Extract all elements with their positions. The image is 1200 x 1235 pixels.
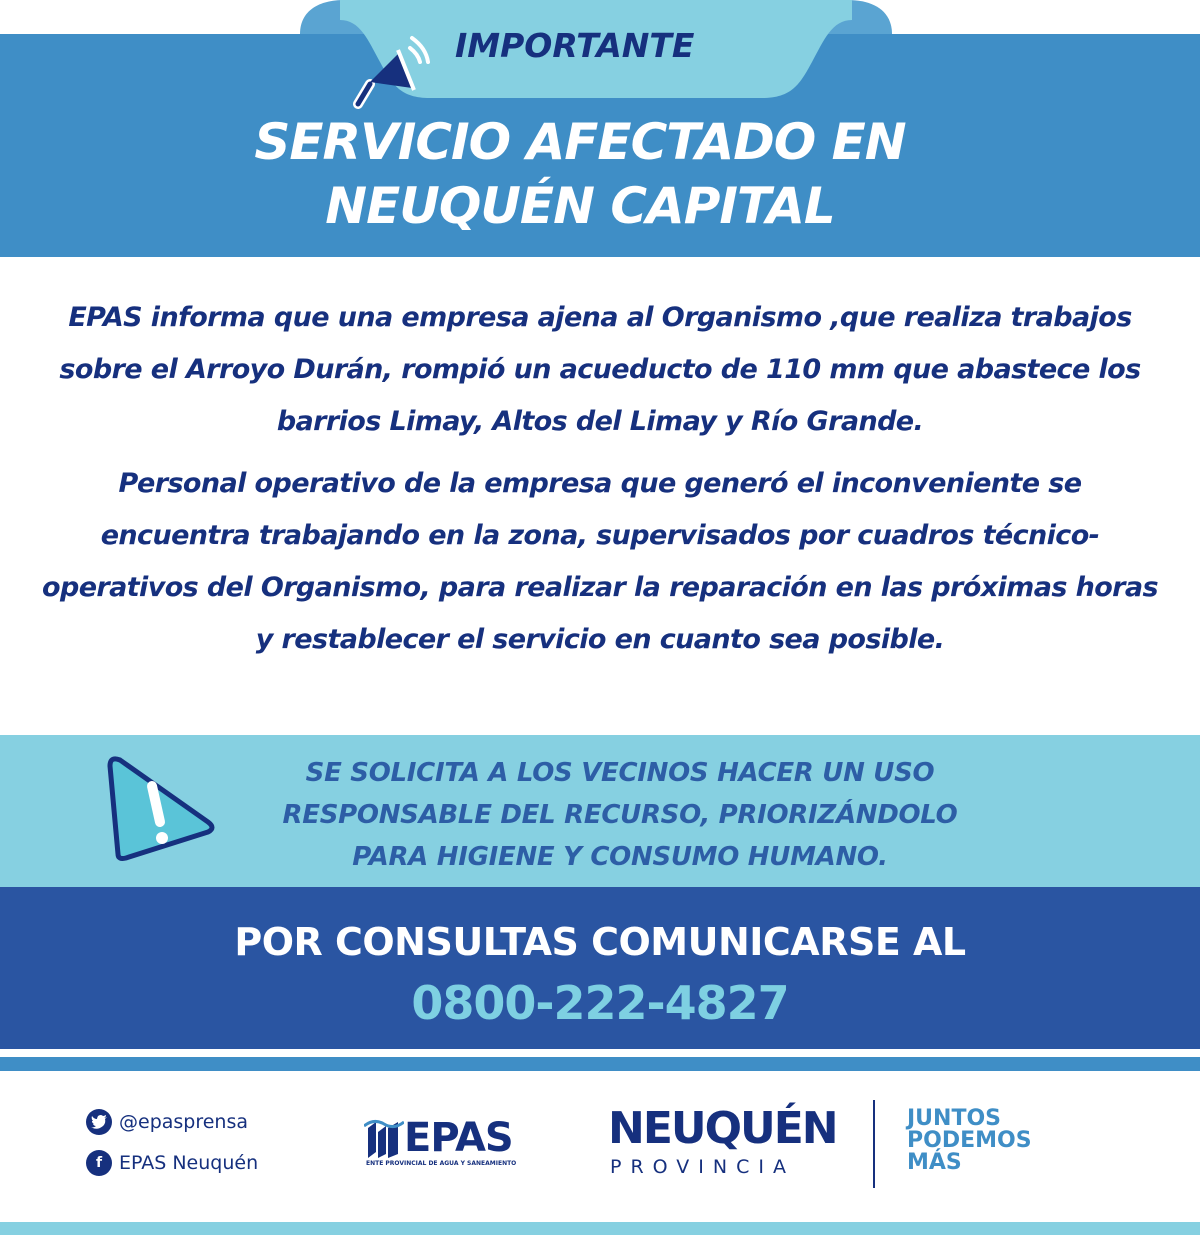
- twitter-handle: @epasprensa: [119, 1111, 249, 1133]
- epas-logo: [364, 1116, 544, 1174]
- page-title: [0, 110, 1160, 238]
- bottom-stripe: [0, 1222, 1200, 1235]
- important-label: IMPORTANTE: [455, 26, 695, 65]
- title-line-1: SERVICIO AFECTADO EN: [254, 113, 906, 171]
- twitter-icon: [86, 1109, 112, 1135]
- epas-mark-icon: [364, 1118, 404, 1162]
- slogan-line-2: PODEMOS: [907, 1128, 1032, 1153]
- slogan: [907, 1108, 1032, 1174]
- slogan-line-1: JUNTOS: [907, 1106, 1002, 1131]
- twitter-link[interactable]: [86, 1108, 258, 1136]
- facebook-link[interactable]: [86, 1149, 258, 1177]
- divider-stripe: [0, 1057, 1200, 1071]
- logo-divider: [873, 1100, 875, 1188]
- social-links: [86, 1108, 258, 1190]
- neuquen-wordmark: NEUQUÉN: [608, 1103, 837, 1154]
- megaphone-icon: [350, 30, 430, 110]
- contact-phone[interactable]: 0800-222-4827: [411, 976, 789, 1030]
- neuquen-subtitle: PROVINCIA: [610, 1156, 795, 1178]
- alert-text: [200, 752, 1040, 878]
- alert-line-2: RESPONSABLE DEL RECURSO, PRIORIZÁNDOLO: [282, 800, 958, 830]
- alert-line-1: SE SOLICITA A LOS VECINOS HACER UN USO: [305, 758, 935, 788]
- paragraph-2: Personal operativo de la empresa que generó el inconveniente se encuentra trabajando en la zona, supervisados por cuadros técnico-operativos del Organismo, para realizar la reparación en las próximas horas y restablecer el servicio en cuanto sea posible.: [42, 468, 1158, 655]
- slogan-line-3: MÁS: [907, 1150, 962, 1175]
- neuquen-logo: [608, 1104, 838, 1178]
- epas-subtitle: ENTE PROVINCIAL DE AGUA Y SANEAMIENTO: [366, 1160, 517, 1167]
- body-text: [40, 292, 1160, 666]
- epas-wordmark: EPAS: [404, 1115, 513, 1161]
- facebook-icon: f: [86, 1150, 112, 1176]
- contact-label: POR CONSULTAS COMUNICARSE AL: [234, 920, 966, 964]
- facebook-name: EPAS Neuquén: [119, 1152, 259, 1174]
- paragraph-1: EPAS informa que una empresa ajena al Organismo ,que realiza trabajos sobre el Arroyo Durán, rompió un acueducto de 110 mm que abastece los barrios Limay, Altos del Limay y Río Grande.: [59, 302, 1141, 437]
- title-line-2: NEUQUÉN CAPITAL: [325, 177, 835, 235]
- alert-line-3: PARA HIGIENE Y CONSUMO HUMANO.: [352, 842, 888, 872]
